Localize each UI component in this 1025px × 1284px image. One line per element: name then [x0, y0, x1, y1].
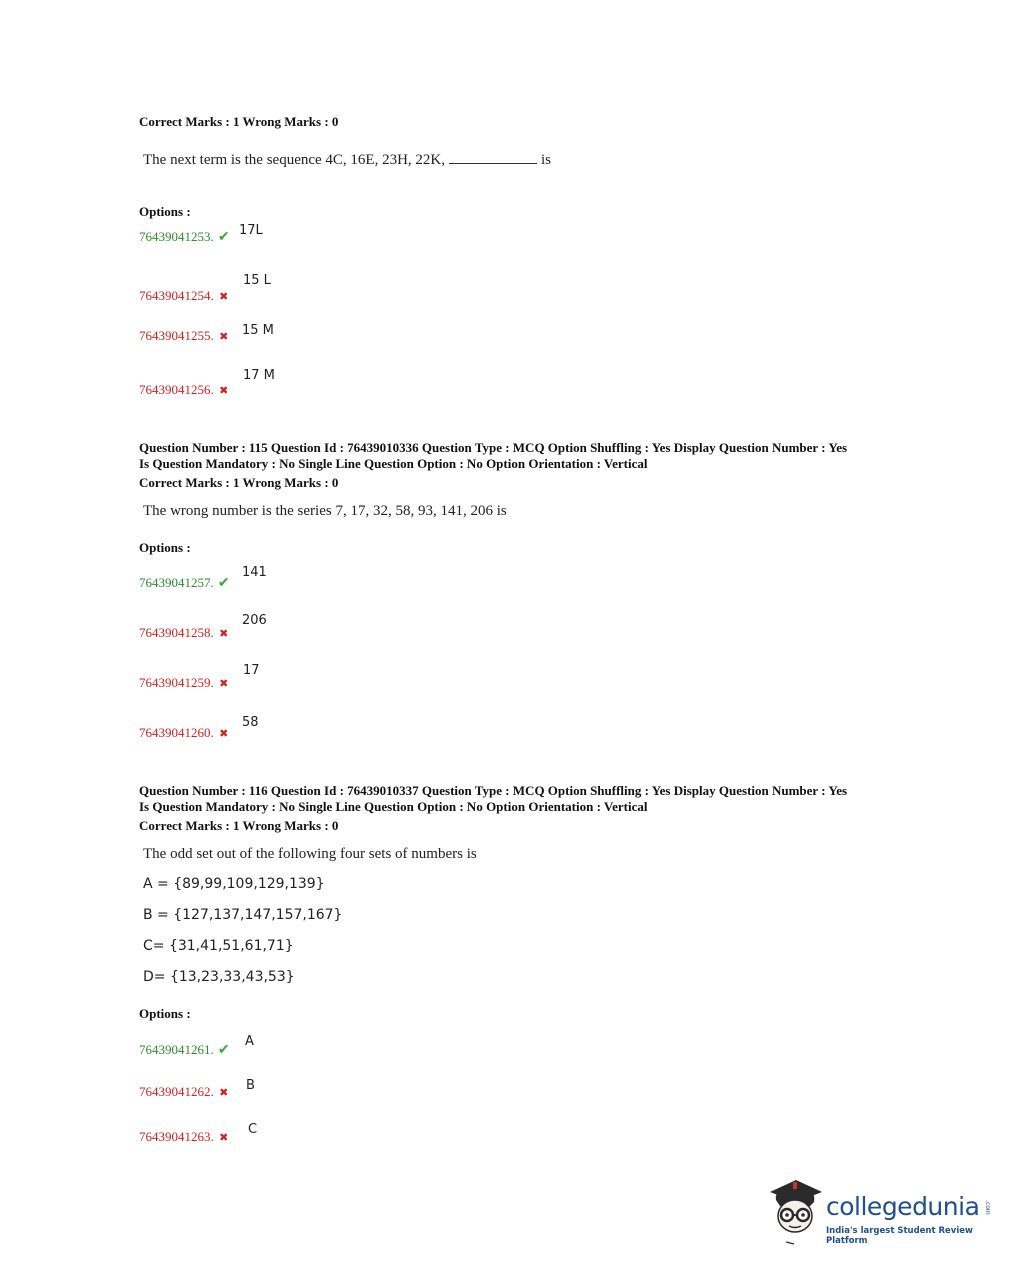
- option-row: [139, 381, 231, 399]
- question-text-start: The next term is the sequence 4C, 16E, 23H, 22K,: [143, 152, 446, 168]
- option-id: 76439041253.: [139, 229, 214, 244]
- option-id: 76439041257.: [139, 575, 214, 590]
- option-row: [139, 327, 231, 345]
- question-text: [143, 151, 551, 169]
- question-meta-line: Is Question Mandatory : No Single Line Question Option : No Option Orientation : Vertical: [139, 456, 648, 471]
- option-row: [139, 1128, 231, 1146]
- cross-icon: ✖: [219, 1132, 229, 1144]
- cross-icon: ✖: [219, 678, 229, 690]
- option-id: 76439041262.: [139, 1084, 214, 1099]
- options-label: Options :: [139, 540, 191, 555]
- option-row: [139, 1041, 231, 1059]
- option-id: 76439041260.: [139, 725, 214, 740]
- question-meta-line: Question Number : 115 Question Id : 76439010336 Question Type : MCQ Option Shuffling : Yes Display Question Number : Yes: [139, 440, 848, 455]
- option-text: C: [248, 1122, 258, 1137]
- option-text: B: [246, 1078, 255, 1093]
- cross-icon: ✖: [219, 385, 229, 397]
- option-text: A: [245, 1034, 254, 1049]
- question-text: The odd set out of the following four sets of numbers is: [143, 846, 477, 862]
- logo-suffix: .com: [984, 1200, 991, 1215]
- option-text: 15 L: [243, 273, 271, 288]
- option-row: [139, 624, 231, 642]
- option-text: 141: [242, 565, 267, 580]
- collegedunia-logo[interactable]: [766, 1178, 996, 1248]
- marks-line: Correct Marks : 1 Wrong Marks : 0: [139, 475, 339, 490]
- option-id: 76439041254.: [139, 288, 214, 303]
- cross-icon: ✖: [219, 728, 229, 740]
- number-set: D= {13,23,33,43,53}: [143, 969, 295, 985]
- option-id: 76439041259.: [139, 675, 214, 690]
- option-row: [139, 574, 231, 592]
- option-row: [139, 287, 231, 305]
- marks-line: Correct Marks : 1 Wrong Marks : 0: [139, 114, 339, 129]
- options-label: Options :: [139, 204, 191, 219]
- question-meta-line: Question Number : 116 Question Id : 76439010337 Question Type : MCQ Option Shuffling : Yes Display Question Number : Yes: [139, 783, 848, 798]
- option-text: 58: [242, 715, 259, 730]
- option-text: 17 M: [243, 368, 275, 383]
- check-icon: ✔: [217, 230, 230, 245]
- option-text: 17: [243, 663, 260, 678]
- cross-icon: ✖: [219, 628, 229, 640]
- option-text: 206: [242, 613, 267, 628]
- options-label: Options :: [139, 1006, 191, 1021]
- option-row: [139, 724, 231, 742]
- mascot-icon: [766, 1178, 824, 1248]
- option-row: [139, 674, 231, 692]
- question-text-end: is: [541, 152, 552, 168]
- option-id: 76439041258.: [139, 625, 214, 640]
- option-id: 76439041255.: [139, 328, 214, 343]
- option-text: 15 M: [242, 323, 274, 338]
- marks-line: Correct Marks : 1 Wrong Marks : 0: [139, 818, 339, 833]
- option-id: 76439041263.: [139, 1129, 214, 1144]
- cross-icon: ✖: [219, 291, 229, 303]
- number-set: C= {31,41,51,61,71}: [143, 938, 294, 954]
- option-id: 76439041256.: [139, 382, 214, 397]
- answer-blank: [449, 151, 537, 164]
- check-icon: ✔: [217, 576, 230, 591]
- question-meta-line: Is Question Mandatory : No Single Line Question Option : No Option Orientation : Vertical: [139, 799, 648, 814]
- logo-tagline: India's largest Student Review Platform: [826, 1226, 973, 1246]
- option-row: [139, 228, 231, 246]
- cross-icon: ✖: [219, 331, 229, 343]
- cross-icon: ✖: [219, 1087, 229, 1099]
- number-set: B = {127,137,147,157,167}: [143, 907, 343, 923]
- option-text: 17L: [239, 223, 263, 238]
- option-id: 76439041261.: [139, 1042, 214, 1057]
- check-icon: ✔: [217, 1043, 230, 1058]
- logo-wordmark: collegedunia: [826, 1192, 980, 1221]
- option-row: [139, 1083, 231, 1101]
- number-set: A = {89,99,109,129,139}: [143, 876, 325, 892]
- question-text: The wrong number is the series 7, 17, 32, 58, 93, 141, 206 is: [143, 503, 507, 519]
